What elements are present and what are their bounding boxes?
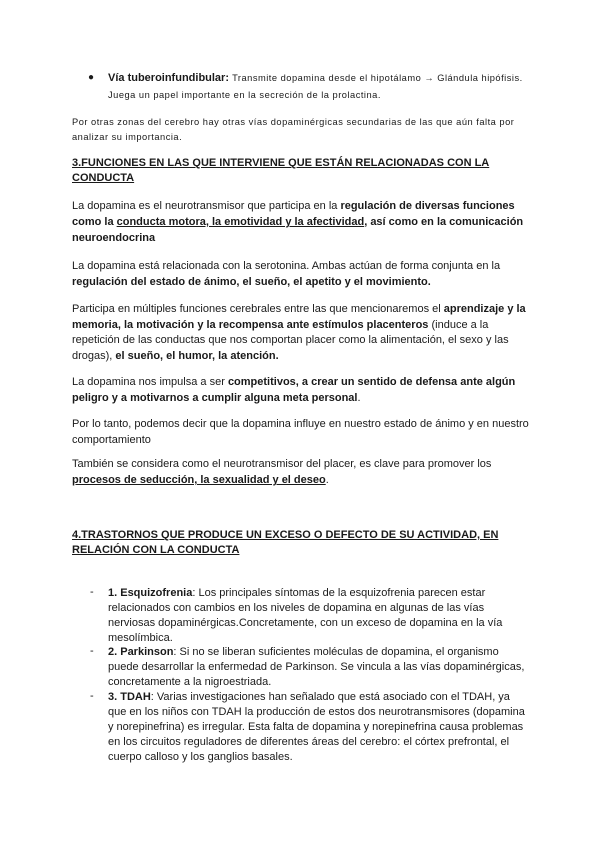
section4-heading: 4.TRASTORNOS QUE PRODUCE UN EXCESO O DEFECTO DE SU ACTIVIDAD, EN RELACIÓN CON LA CONDUCTA xyxy=(72,529,499,556)
list-item-esquizofrenia: 1. Esquizofrenia: Los principales síntomas de la esquizofrenia parecen estar relacionados con cambios en los niveles de dopamina en algunas de las vías nerviosas dopaminérgicas.Concretamente, con un exceso de dopamina en la vía mesolímbica. xyxy=(108,587,503,644)
section3-heading: 3.FUNCIONES EN LAS QUE INTERVIENE QUE ESTÁN RELACIONADAS CON LA CONDUCTA xyxy=(72,157,490,184)
section3-paragraph-3: Participa en múltiples funciones cerebrales entre las que mencionaremos el aprendizaje y la memoria, la motivación y la recompensa ante estímulos placenteros (induce a la repetición de las conductas que nos comportan placer como la alimentación, el sexo y las drogas), el sueño, el humor, la atención. xyxy=(72,303,526,362)
section3-paragraph-1: La dopamina es el neurotransmisor que participa en la regulación de diversas funciones como la conducta motora, la emotividad y la afectividad, así como en la comunicación neuroendocrina xyxy=(72,200,524,244)
list-dash: - xyxy=(90,586,94,598)
intro-paragraph: Por otras zonas del cerebro hay otras vías dopaminérgicas secundarias de las que aún falta por analizar su importancia. xyxy=(72,117,515,142)
section3-paragraph-5: Por lo tanto, podemos decir que la dopamina influye en nuestro estado de ánimo y en nuestro comportamiento xyxy=(72,418,529,446)
section3-paragraph-2: La dopamina está relacionada con la serotonina. Ambas actúan de forma conjunta en la regulación del estado de ánimo, el sueño, el apetito y el movimiento. xyxy=(72,260,501,288)
list-item-tdah: 3. TDAH: Varias investigaciones han señalado que está asociado con el TDAH, ya que en los niños con TDAH la producción de estos dos neurotransmisores (dopamina y norepinefrina) es irregular. Esta falta de dopamina y norepinefrina causa problemas en los circuitos reguladores de diferentes áreas del cerebro: el córtex prefrontal, el cuerpo calloso y los ganglios basales. xyxy=(108,691,525,763)
top-bullet-item xyxy=(108,70,528,104)
bullet-dot-icon: ● xyxy=(88,72,95,83)
section3-paragraph-6: También se considera como el neurotransmisor del placer, es clave para promover los procesos de seducción, la sexualidad y el deseo. xyxy=(72,458,492,486)
list-item-parkinson: 2. Parkinson: Si no se liberan suficientes moléculas de dopamina, el organismo puede desarrollar la enfermedad de Parkinson. Se vincula a las vías dopaminérgicas, concretamente a la nigroestriada. xyxy=(108,646,525,688)
top-bullet-title: Vía tuberoinfundibular: xyxy=(108,72,229,84)
list-dash: - xyxy=(90,645,94,657)
section3-paragraph-4: La dopamina nos impulsa a ser competitivos, a crear un sentido de defensa ante algún peligro y a motivarnos a cumplir alguna meta personal. xyxy=(72,376,516,404)
list-dash: - xyxy=(90,690,94,702)
top-bullet-text: Transmite dopamina desde el hipotálamo → Glándula hipófisis. Juega un papel importante en la secreción de la prolactina. xyxy=(108,73,523,100)
